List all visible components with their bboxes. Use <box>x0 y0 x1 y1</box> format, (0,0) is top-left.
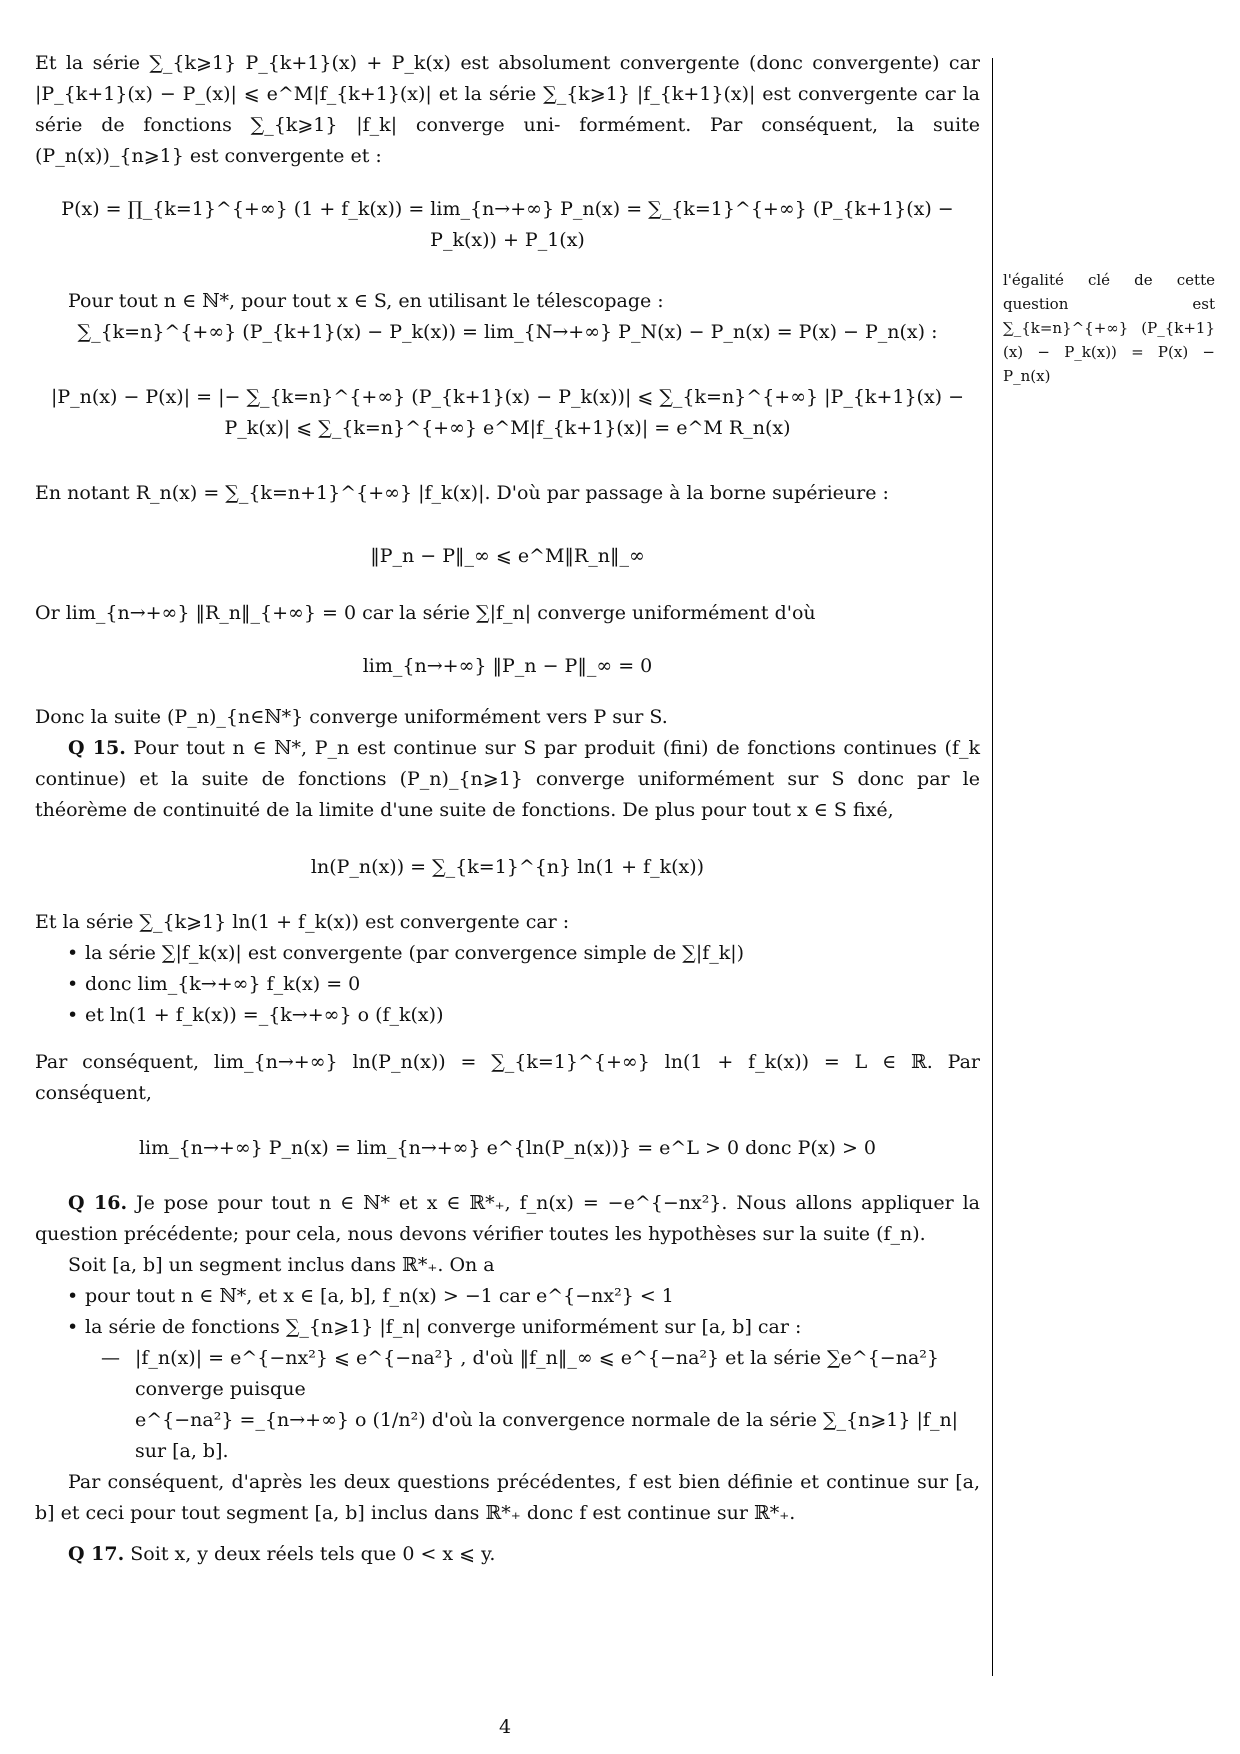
equation-bound: |P_n(x) − P(x)| = |− ∑_{k=n}^{+∞} (P_{k+1}(x) − P_k(x))| ⩽ ∑_{k=n}^{+∞} |P_{k+1}(x) − P_k(x)| ⩽ ∑_{k=n}^{+∞} e^M|f_{k+1}(x)| = e^M R_n(x) <box>50 386 965 439</box>
question-17 <box>35 1539 980 1570</box>
remainder-limit: Or lim_{n→+∞} ‖R_n‖_{+∞} = 0 car la série ∑|f_n| converge uniformément d'où <box>35 602 816 624</box>
margin-divider <box>992 58 993 1676</box>
equation-sup-norm: ‖P_n − P‖_∞ ⩽ e^M‖R_n‖_∞ <box>370 545 645 567</box>
equation-product-limit: P(x) = ∏_{k=1}^{+∞} (1 + f_k(x)) = lim_{n→+∞} P_n(x) = ∑_{k=1}^{+∞} (P_{k+1}(x) − P_k(x)) + P_1(x) <box>61 198 954 251</box>
log-limit-conclusion: Par conséquent, lim_{n→+∞} ln(P_n(x)) = ∑_{k=1}^{+∞} ln(1 + f_k(x)) = L ∈ ℝ. Par conséquent, <box>35 1051 980 1104</box>
normal-convergence-argument <box>35 1343 980 1467</box>
dash-line-1: |f_n(x)| = e^{−nx²} ⩽ e^{−na²} , d'où ‖f_n‖_∞ ⩽ e^{−na²} et la série ∑e^{−na²} converge puisque <box>135 1347 939 1400</box>
q15-label: Q 15. <box>68 737 126 759</box>
q17-label: Q 17. <box>68 1543 125 1565</box>
line-3: formément. Par conséquent, la suite (P_n(x))_{n⩾1} est convergente et : <box>35 114 980 167</box>
remainder-definition: En notant R_n(x) = ∑_{k=n+1}^{+∞} |f_k(x)|. D'où par passage à la borne supérieure : <box>35 482 889 504</box>
list-item: • donc lim_{k→+∞} f_k(x) = 0 <box>35 969 980 1000</box>
line-2: e^M|f_{k+1}(x)| et la série ∑_{k⩾1} |f_{k+1}(x)| est convergente car la série de fonctions ∑_{k⩾1} |f_k| converge uni- <box>35 83 981 136</box>
list-item: • la série de fonctions ∑_{n⩾1} |f_n| converge uniformément sur [a, b] car : <box>35 1312 980 1343</box>
log-series-conditions <box>35 938 980 1031</box>
equation-telescoping: ∑_{k=n}^{+∞} (P_{k+1}(x) − P_k(x)) = lim_{N→+∞} P_N(x) − P_n(x) = P(x) − P_n(x) : <box>77 321 938 343</box>
list-item: • pour tout n ∈ ℕ*, et x ∈ [a, b], f_n(x) > −1 car e^{−nx²} < 1 <box>35 1281 980 1312</box>
uniform-convergence-conclusion: Donc la suite (P_n)_{n∈ℕ*} converge uniformément vers P sur S. <box>35 706 668 728</box>
equation-positive-limit: lim_{n→+∞} P_n(x) = lim_{n→+∞} e^{ln(P_n(x))} = e^L > 0 donc P(x) > 0 <box>138 1137 877 1159</box>
main-text-column <box>35 48 980 1570</box>
telescoping-intro: Pour tout n ∈ ℕ*, pour tout x ∈ S, en utilisant le télescopage : <box>68 290 664 312</box>
list-item: • la série ∑|f_k(x)| est convergente (par convergence simple de ∑|f_k|) <box>35 938 980 969</box>
equation-log-product: ln(P_n(x)) = ∑_{k=1}^{n} ln(1 + f_k(x)) <box>310 856 705 878</box>
line-1: Et la série ∑_{k⩾1} P_{k+1}(x) + P_k(x) est absolument convergente (donc convergente) car |P_{k+1}(x) − P_(x)| ⩽ <box>35 52 980 105</box>
page-number: 4 <box>498 1716 512 1738</box>
question-15 <box>35 733 980 826</box>
q16-label: Q 16. <box>68 1192 128 1214</box>
margin-note: l'égalité clé de cette question est ∑_{k=n}^{+∞} (P_{k+1}(x) − P_k(x)) = P(x) − P_n(x) <box>1003 271 1215 385</box>
q17-text: Soit x, y deux réels tels que 0 < x ⩽ y. <box>130 1543 496 1565</box>
segment-intro: Soit [a, b] un segment inclus dans ℝ*₊. On a <box>68 1254 495 1276</box>
paragraph-series-convergence <box>35 48 980 172</box>
q16-text: Je pose pour tout n ∈ ℕ* et x ∈ ℝ*₊, f_n(x) = −e^{−nx²}. Nous allons appliquer la question précédente; pour cela, nous devons vérifier toutes les hypothèses sur la suite (f_n). <box>35 1192 980 1245</box>
equation-uniform-limit: lim_{n→+∞} ‖P_n − P‖_∞ = 0 <box>362 655 653 677</box>
continuity-conclusion: Par conséquent, d'après les deux questions précédentes, f est bien définie et continue sur [a, b] et ceci pour tout segment [a, b] inclus dans ℝ*₊ donc f est continue sur ℝ*₊. <box>35 1471 980 1524</box>
dash-line-2: e^{−na²} =_{n→+∞} o (1/n²) d'où la convergence normale de la série ∑_{n⩾1} |f_n| sur [a, b]. <box>135 1409 959 1462</box>
question-16 <box>35 1188 980 1250</box>
list-item: • et ln(1 + f_k(x)) =_{k→+∞} o (f_k(x)) <box>35 1000 980 1031</box>
q15-text: Pour tout n ∈ ℕ*, P_n est continue sur S par produit (fini) de fonctions continues (f_k continue) et la suite de fonctions (P_n)_{n⩾1} converge uniformément sur S donc par le théorème de continuité de la limite d'une suite de fonctions. De plus pour tout x ∈ S fixé, <box>35 737 980 821</box>
hypotheses-list <box>35 1281 980 1343</box>
log-series-intro: Et la série ∑_{k⩾1} ln(1 + f_k(x)) est convergente car : <box>35 911 570 933</box>
